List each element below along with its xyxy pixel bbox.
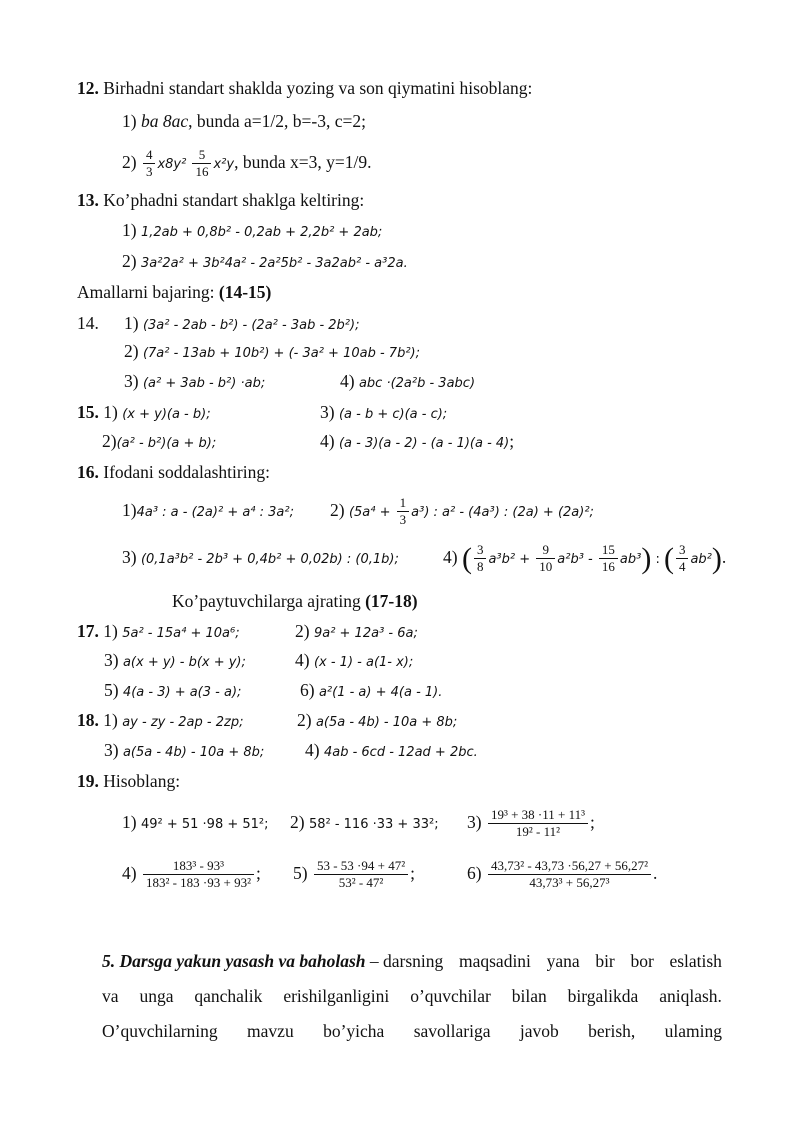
item-condition: , bunda x=3, y=1/9.	[234, 152, 372, 172]
fraction: $\frac{15}{16}$	[599, 542, 618, 575]
problem-19-item-1: 1) 49² + 51 ·98 + 51²;	[122, 812, 269, 832]
problem-17-item-5: 5) 4(a - 3) + a(3 - a);	[104, 680, 242, 700]
problem-12-heading	[77, 77, 532, 99]
problem-17-item-1: 17. 1) 5a² - 15a⁴ + 10a⁶;	[77, 621, 240, 641]
problem-19-item-4: 4) $\frac{\text{183³ - 93³}}{\text{183² - 183 ·93 + 93²}}$ ;	[122, 858, 261, 891]
problem-19-item-2: 2) 58² - 116 ·33 + 33²;	[290, 812, 439, 832]
section-heading-amallar: Amallarni bajaring: (14-15)	[77, 282, 272, 302]
bracket: (	[663, 541, 674, 575]
problem-17-item-4: 4) (x - 1) - a(1- x);	[295, 650, 414, 670]
bracket: )	[711, 541, 722, 575]
paragraph-line-1: 5. Darsga yakun yasash va baholash – darsning maqsadini yana bir bor eslatish	[102, 951, 722, 971]
fraction: $\frac{3}{4}$	[676, 542, 689, 575]
fraction: $\frac{1}{3}$	[397, 495, 410, 528]
fraction: $\frac{\text{19³ + 38 ·11 + 11³}}{\text{19² - 11²}}$	[488, 807, 588, 840]
problem-14-item-2: 2) (7a² - 13ab + 10b²) + (- 3a² + 10ab - 7b²);	[124, 341, 420, 361]
paragraph-line-3: O’quvchilarning mavzu bo’yicha savollariga javob berish, ulaming	[102, 1021, 722, 1041]
paragraph-line-2: va unga qanchalik erishilganligini o’quvchilar bilan birgalikda aniqlash.	[102, 986, 722, 1006]
fraction: $\frac{4}{3}$	[143, 147, 156, 180]
problem-16-item-3: 3) (0,1a³b² - 2b³ + 0,4b² + 0,02b) : (0,1b);	[122, 547, 399, 567]
problem-12-item-1	[122, 110, 366, 132]
problem-12-item-2: 2) $\frac{4}{3}$ x8y² $\frac{5}{16}$ x²y, bunda x=3, y=1/9.	[122, 147, 372, 180]
fraction: $\frac{\text{53 - 53 ·94 + 47²}}{\text{53² - 47²}}$	[314, 858, 408, 891]
problem-13-item-2: 2) 3a²2a² + 3b²4a² - 2a²5b² - 3a2ab² - a³2a.	[122, 251, 408, 271]
problem-15-item-2: 2)(a² - b²)(a + b);	[102, 431, 217, 451]
problem-15-item-3: 3) (a - b + c)(a - c);	[320, 402, 448, 422]
fraction: $\frac{9}{10}$	[536, 542, 555, 575]
problem-17-item-2: 2) 9a² + 12a³ - 6a;	[295, 621, 418, 641]
fraction: $\frac{5}{16}$	[192, 147, 211, 180]
problem-19-item-6: 6) $\frac{\text{43,73² - 43,73 ·56,27 + 56,27²}}{\text{43,73³ + 56,27³}}$ .	[467, 858, 658, 891]
problem-15-item-4: 4) (a - 3)(a - 2) - (a - 1)(a - 4);	[320, 431, 515, 451]
problem-text: Birhadni standart shaklda yozing va son qiymatini hisoblang:	[98, 78, 533, 98]
problem-16-item-2: 2) (5a⁴ + $\frac{1}{3}$ a³) : a² - (4a³) : (2a) + (2a)²;	[330, 495, 594, 528]
section-heading-kopaytuvchilar: Ko’paytuvchilarga ajrating (17-18)	[172, 591, 418, 611]
problem-number: 12.	[77, 78, 99, 98]
fraction: $\frac{\text{43,73² - 43,73 ·56,27 + 56,27²}}{\text{43,73³ + 56,27³}}$	[488, 858, 651, 891]
problem-17-item-6: 6) a²(1 - a) + 4(a - 1).	[300, 680, 443, 700]
problem-16-item-1: 1)4a³ : a - (2a)² + a⁴ : 3a²;	[122, 500, 294, 520]
problem-13-heading: 13. Ko’phadni standart shaklga keltiring:	[77, 190, 365, 210]
item-expression: ba 8ac	[140, 111, 189, 131]
problem-18-item-1: 18. 1) ay - zy - 2ap - 2zp;	[77, 710, 244, 730]
bracket: (	[461, 541, 472, 575]
problem-18-item-4: 4) 4ab - 6cd - 12ad + 2bc.	[305, 740, 478, 760]
bracket: )	[641, 541, 652, 575]
problem-14-number: 14.	[77, 313, 99, 333]
problem-14-item-1: 1) (3a² - 2ab - b²) - (2a² - 3ab - 2b²);	[124, 313, 360, 333]
item-label: 1)	[122, 111, 141, 131]
section-5-heading: 5. Darsga yakun yasash va baholash	[102, 951, 366, 971]
problem-13-item-1: 1) 1,2ab + 0,8b² - 0,2ab + 2,2b² + 2ab;	[122, 220, 383, 240]
fraction: $\frac{3}{8}$	[474, 542, 487, 575]
problem-14-item-3: 3) (a² + 3ab - b²) ·ab;	[124, 371, 266, 391]
section-5-paragraph	[102, 944, 722, 1049]
problem-19-item-3: 3) $\frac{\text{19³ + 38 ·11 + 11³}}{\text{19² - 11²}}$ ;	[467, 807, 595, 840]
problem-14-item-4: 4) abc ·(2a²b - 3abc)	[340, 371, 476, 391]
fraction: $\frac{\text{183³ - 93³}}{\text{183² - 183 ·93 + 93²}}$	[143, 858, 254, 891]
item-condition: , bunda a=1/2, b=-3, c=2;	[188, 111, 366, 131]
problem-19-heading: 19. Hisoblang:	[77, 771, 181, 791]
problem-19-item-5: 5) $\frac{\text{53 - 53 ·94 + 47²}}{\text{53² - 47²}}$ ;	[293, 858, 415, 891]
problem-16-heading: 16. Ifodani soddalashtiring:	[77, 462, 270, 482]
problem-18-item-3: 3) a(5a - 4b) - 10a + 8b;	[104, 740, 265, 760]
problem-17-item-3: 3) a(x + y) - b(x + y);	[104, 650, 246, 670]
item-label: 2)	[122, 152, 141, 172]
problem-15-item-1: 15. 1) (x + y)(a - b);	[77, 402, 211, 422]
problem-16-item-4: 4) ( $\frac{3}{8}$ a³b² + $\frac{9}{10}$ a²b³ - $\frac{15}{16}$ ab³) : ( $\frac{3}{4}$ ab²).	[443, 541, 727, 575]
problem-18-item-2: 2) a(5a - 4b) - 10a + 8b;	[297, 710, 458, 730]
